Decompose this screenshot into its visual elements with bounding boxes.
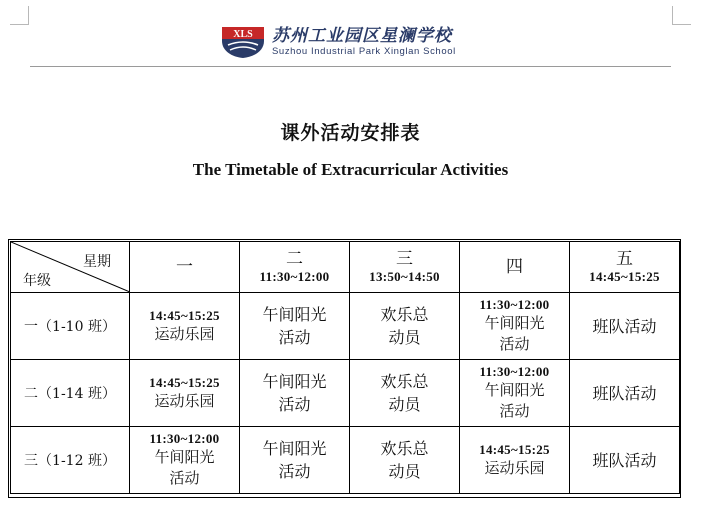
activity-cell: 班队活动 — [570, 293, 680, 360]
table-row — [11, 293, 680, 360]
activity-cell: 午间阳光 活动 — [240, 427, 350, 494]
corner-grade-label: 年级 — [23, 273, 51, 289]
activity-cell: 14:45~15:25 运动乐园 — [460, 427, 570, 494]
grade-label: 一（1-10 班） — [11, 293, 130, 360]
activity-cell: 11:30~12:00 午间阳光 活动 — [130, 427, 240, 494]
logo-abbr: XLS — [233, 29, 253, 40]
corner-cell — [11, 242, 130, 293]
school-name-cn: 苏州工业园区星澜学校 — [272, 26, 452, 46]
activity-cell: 午间阳光 活动 — [240, 293, 350, 360]
activity-cell: 欢乐总 动员 — [350, 360, 460, 427]
activity-cell: 欢乐总 动员 — [350, 427, 460, 494]
activity-cell: 班队活动 — [570, 427, 680, 494]
corner-week-label: 星期 — [83, 254, 111, 270]
activity-cell: 11:30~12:00 午间阳光 活动 — [460, 360, 570, 427]
header-divider — [30, 66, 671, 67]
school-logo — [220, 22, 456, 62]
activity-cell: 14:45~15:25 运动乐园 — [130, 293, 240, 360]
activity-cell: 11:30~12:00 午间阳光 活动 — [460, 293, 570, 360]
activity-cell: 欢乐总 动员 — [350, 293, 460, 360]
grade-label: 二（1-14 班） — [11, 360, 130, 427]
activity-cell: 14:45~15:25 运动乐园 — [130, 360, 240, 427]
table-row — [11, 360, 680, 427]
day-header-thu: 四 — [460, 242, 570, 293]
table-row — [11, 427, 680, 494]
page-title-en: The Timetable of Extracurricular Activities — [192, 160, 509, 179]
grade-label: 三（1-12 班） — [11, 427, 130, 494]
page-title-cn: 课外活动安排表 — [280, 122, 421, 144]
page-corner-mark-top-left — [10, 6, 29, 25]
page-corner-mark-top-right — [672, 6, 691, 25]
school-name-en: Suzhou Industrial Park Xinglan School — [272, 46, 456, 57]
activity-cell: 班队活动 — [570, 360, 680, 427]
day-header-fri: 五 14:45~15:25 — [570, 242, 680, 293]
table-header-row — [11, 242, 680, 293]
timetable — [10, 241, 680, 494]
activity-cell: 午间阳光 活动 — [240, 360, 350, 427]
day-header-wed: 三 13:50~14:50 — [350, 242, 460, 293]
day-header-tue: 二 11:30~12:00 — [240, 242, 350, 293]
day-header-mon: 一 — [130, 242, 240, 293]
school-badge-icon — [220, 25, 266, 59]
